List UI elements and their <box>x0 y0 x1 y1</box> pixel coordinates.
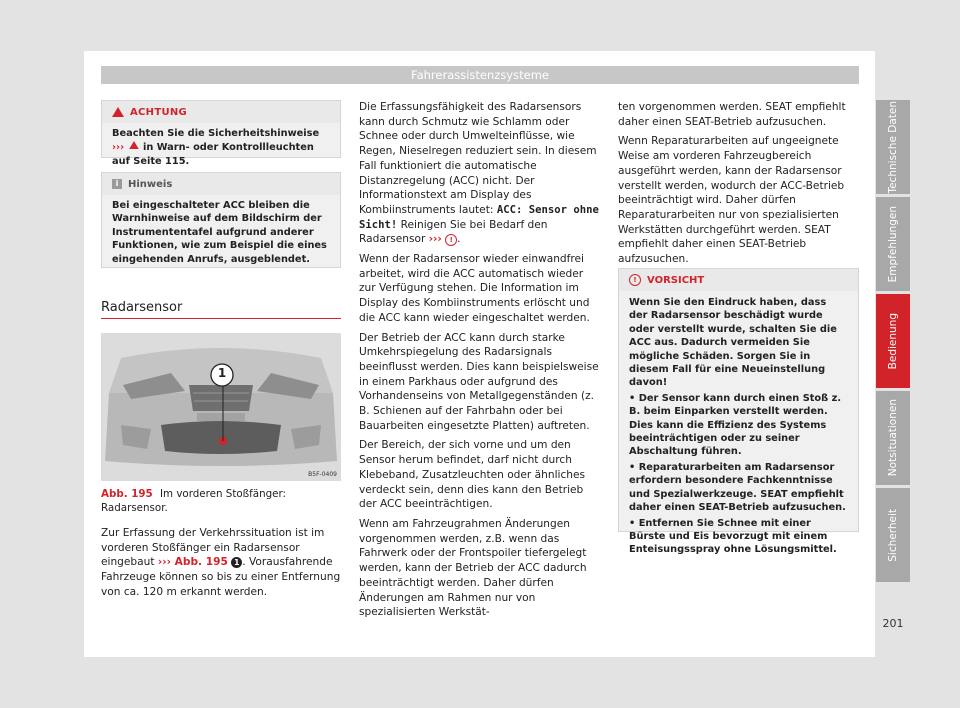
caution-icon: ! <box>629 274 641 286</box>
caution-icon: ! <box>445 234 457 246</box>
column-1-body <box>101 526 341 605</box>
section-title: Radarsensor <box>101 300 183 315</box>
note-text: Bei eingeschalteter ACC bleiben die Warnhinweise auf dem Bildschirm der Instrumententafel aufgrund anderer Funktionen, wie zum Beispiel die eines eingehenden Anrufs, ausgeblendet. <box>112 200 327 265</box>
note-title: Hinweis <box>128 178 173 190</box>
note-box-head <box>102 173 340 195</box>
col2-p3: Der Betrieb der ACC kann durch starke Umkehrspiegelung des Radarsignals beeinflusst werden. Dies kann beispielsweise in einem Parkhaus oder aufgrund des Vorhandenseins von Metallgegenständen (z. B. Schienen auf der Fahrbahn oder bei Bauarbeiten eingesetzte Platten) auftreten. <box>359 331 599 432</box>
info-icon: i <box>112 179 122 189</box>
warning-arrows[interactable]: ››› <box>112 142 125 154</box>
figure-caption <box>101 487 341 515</box>
figure-callout: 1 <box>217 366 227 380</box>
caution-bullet-text: Reparaturarbeiten am Radarsensor erfordern besondere Fachkenntnisse und Spezialwerkzeuge. SEAT empfiehlt daher einen SEAT-Betrieb aufzusuchen. <box>629 461 846 514</box>
caution-bullet-text: Entfernen Sie Schnee mit einer Bürste und Eis bevorzugt mit einem Enteisungsspray ohne Lösungsmittel. <box>629 517 837 556</box>
tab-label: Empfehlungen <box>887 205 899 283</box>
col2-p5: Wenn am Fahrzeugrahmen Änderungen vorgenommen werden, z.B. wenn das Fahrwerk oder der Frontspoiler tiefergelegt werden, kann der Betrieb der ACC dadurch beeinträchtigt werden. Daher dürfen Änderungen am Rahmen nur von spezialisierten Werkstät- <box>359 517 587 619</box>
column-3 <box>618 100 858 272</box>
tab-label: Technische Daten <box>887 100 899 194</box>
col2-p4: Der Bereich, der sich vorne und um den Sensor herum befindet, darf nicht durch Klebeband, Zusatzleuchten oder ähnliches verdeckt sein, denn dies kann den Betrieb der ACC beeinträchtigen. <box>359 439 586 511</box>
col2-p2: Wenn der Radarsensor wieder einwandfrei arbeitet, wird die ACC automatisch wieder zur Verfügung stehen. Die Information im Display des Kombiinstruments erlöscht und die ACC kann wieder eingeschaltet werden. <box>359 253 590 324</box>
col2-p1-text-b: Reinigen Sie bei Bedarf den Radarsensor <box>359 218 548 246</box>
figure-label: Abb. 195 <box>101 488 153 500</box>
col1-text-a: Zur Erfassung der Verkehrssituation ist im vorderen Stoßfänger ein Radarsensor eingebaut <box>101 527 325 569</box>
caution-title: VORSICHT <box>647 274 705 286</box>
figure-reference-link[interactable]: ››› Abb. 195 <box>157 556 228 569</box>
column-2 <box>359 100 599 625</box>
col2-p1: Die Erfassungsfähigkeit des Radarsensors kann durch Schmutz wie Schlamm oder Schnee oder durch Umwelteinflüsse, wie Regen, Nieselregen reduziert sein. In diesem Fall funktioniert die automatische Distanzregelung (ACC) nicht. Der Informationstext am Display des Kombiinstruments lautet: ACC: Sensor ohne Sicht! Reinigen Sie bei Bedarf den Radarsensor ››› ! . <box>359 101 599 246</box>
car-front-image <box>101 333 341 481</box>
caution-box-head <box>619 269 858 291</box>
warning-box-head <box>102 101 340 123</box>
col3-p2: Wenn Reparaturarbeiten auf ungeeignete Weise am vorderen Fahrzeugbereich ausgeführt werden, kann der Radarsensor verstellt werden, wodurch der ACC-Betrieb beeinträchtigt wird. Daher dürfen Reparaturarbeiten nur von spezialisierten Werkstätten durchgeführt werden. SEAT empfiehlt daher einen SEAT-Betrieb aufzusuchen. <box>618 135 845 266</box>
figure-code: B5F-0409 <box>308 471 337 478</box>
col1-paragraph <box>101 526 341 600</box>
display-message: ACC: Sensor ohne Sicht! <box>359 203 599 231</box>
warning-text-b: in Warn- oder Kontrollleuchten auf Seite 115. <box>112 142 314 167</box>
tab-empfehlungen[interactable] <box>876 197 910 291</box>
tab-label: Sicherheit <box>887 508 899 562</box>
caution-reference-link[interactable]: ››› <box>428 233 442 246</box>
tab-bedienung[interactable] <box>876 294 910 388</box>
note-box <box>101 172 341 268</box>
col2-p1-text: Die Erfassungsfähigkeit des Radarsensors kann durch Schmutz wie Schlamm oder Schnee oder durch Umwelteinflüsse, wie Regen, Nieselregen reduziert sein. In diesem Fall funktioniert die automatische Distanzregelung (ACC) nicht. Der Informationstext am Display des Kombiinstruments lautet: <box>359 101 597 216</box>
col3-p1: ten vorgenommen werden. SEAT empfiehlt daher einen SEAT-Betrieb aufzusuchen. <box>618 101 846 128</box>
tab-technische-daten[interactable] <box>876 100 910 194</box>
page-number: 201 <box>882 617 904 630</box>
warning-triangle-icon <box>112 107 124 117</box>
caution-bullet: • Der Sensor kann durch einen Stoß z. B. beim Einparken verstellt werden. Dies kann die Effizienz des Systems beeinträchtigen oder zu seiner Abschaltung führen. <box>629 392 842 458</box>
warning-title: ACHTUNG <box>130 106 188 118</box>
figure <box>101 333 341 481</box>
caution-box <box>618 268 859 556</box>
tab-label: Notsituationen <box>887 399 899 477</box>
caution-bullet: • Reparaturarbeiten am Radarsensor erfordern besondere Fachkenntnisse und Spezialwerkzeuge. SEAT empfiehlt daher einen SEAT-Betrieb aufzusuchen. <box>629 461 846 514</box>
figure-caption-text: Im vorderen Stoßfänger: Radarsensor. <box>101 488 286 514</box>
caution-intro: Wenn Sie den Eindruck haben, dass der Radarsensor beschädigt wurde oder verstellt wurde, schalten Sie die ACC aus. Dadurch vermeiden Sie mögliche Schäden. Sorgen Sie in diesem Fall für eine Neueinstellung davon! <box>629 297 837 389</box>
tab-notsituationen[interactable] <box>876 391 910 485</box>
callout-badge: 1 <box>231 557 242 568</box>
col1-text-b: . Vorausfahrende Fahrzeuge können so bis zu einer Entfernung von ca. 120 m erkannt werden. <box>101 556 341 598</box>
page-header: Fahrerassistenzsysteme <box>101 66 859 84</box>
section-rule <box>101 318 341 319</box>
tab-sicherheit[interactable] <box>876 488 910 582</box>
warning-text <box>102 123 340 168</box>
warning-text-a: Beachten Sie die Sicherheitshinweise <box>112 128 320 139</box>
caution-bullet-text: Der Sensor kann durch einen Stoß z. B. beim Einparken verstellt werden. Dies kann die Effizienz des Systems beeinträchtigen oder zu seiner Abschaltung führen. <box>629 392 842 458</box>
caution-text <box>619 291 858 557</box>
warning-box <box>101 100 341 167</box>
caution-bullet: • Entfernen Sie Schnee mit einer Bürste und Eis bevorzugt mit einem Enteisungsspray ohne Lösungsmittel. <box>629 517 837 556</box>
tab-label: Bedienung <box>887 312 899 370</box>
warning-triangle-icon <box>129 141 139 149</box>
